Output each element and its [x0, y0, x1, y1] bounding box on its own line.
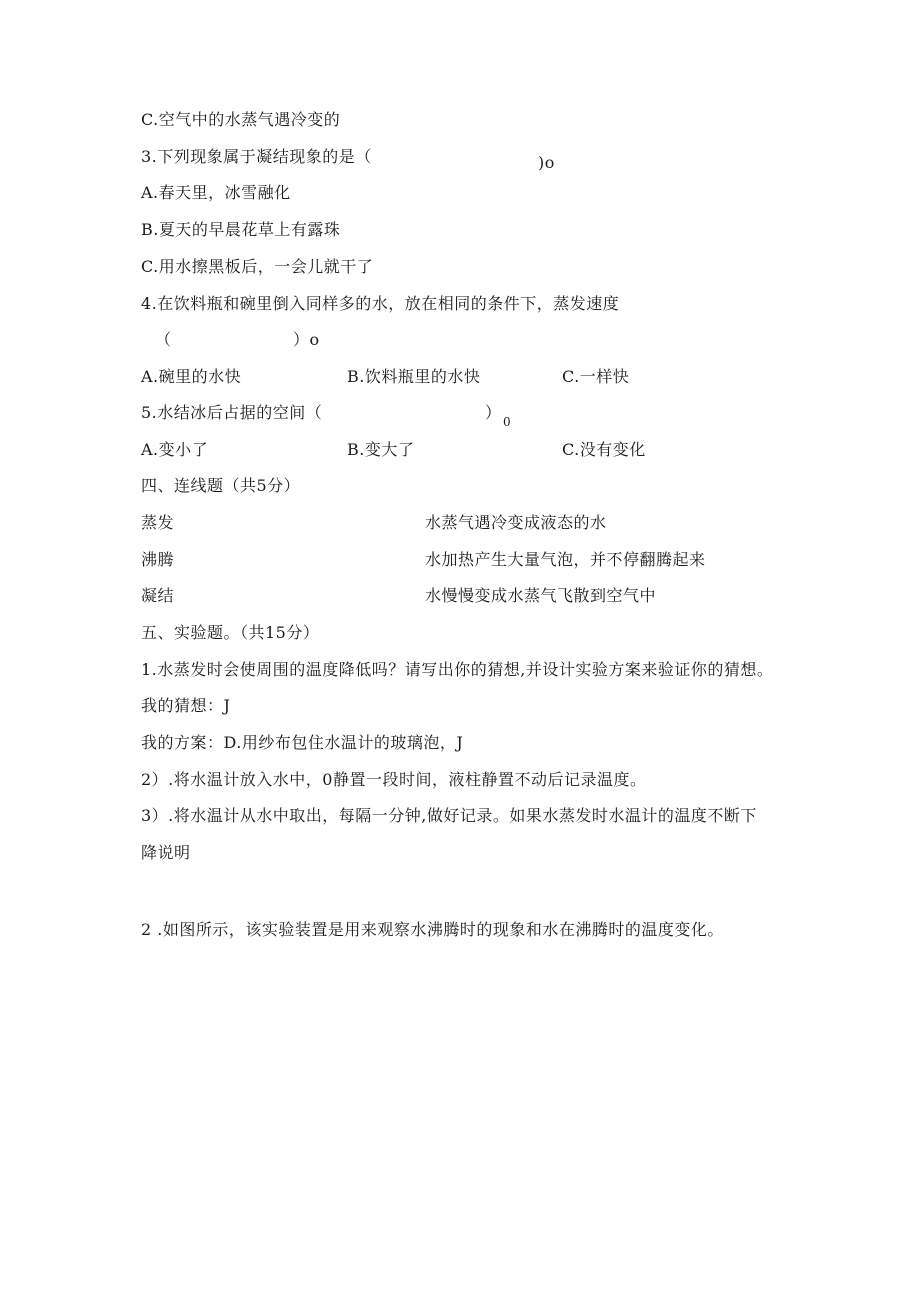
q2-option-c: C.空气中的水蒸气遇冷变的: [141, 110, 341, 129]
q4-option-c: C.一样快: [562, 367, 630, 386]
q4-option-a: A.碗里的水快: [141, 367, 242, 386]
q4-option-b: B.饮料瓶里的水快: [347, 367, 481, 386]
q5-option-a: A.变小了: [141, 440, 209, 459]
q4-stem: 4.在饮料瓶和碗里倒入同样多的水，放在相同的条件下，蒸发速度: [141, 294, 620, 313]
match-right-item: 水慢慢变成水蒸气飞散到空气中: [425, 586, 657, 605]
q3-blank-end: )o: [538, 153, 555, 172]
q3-option-c: C.用水擦黑板后，一会儿就干了: [141, 257, 374, 276]
q4-blank-open: （: [155, 330, 172, 349]
q5-stem: 5.水结冰后占据的空间（: [141, 403, 323, 422]
q3-option-b: B.夏天的早晨花草上有露珠: [141, 220, 341, 239]
q3-stem: 3.下列现象属于凝结现象的是（: [141, 147, 372, 166]
section5-heading: 五、实验题。（共15分）: [141, 623, 320, 642]
section5-step3: 3）.将水温计从水中取出，每隔一分钟,做好记录。如果水蒸发时水温计的温度不断下: [141, 806, 757, 825]
match-right-item: 水加热产生大量气泡，并不停翻腾起来: [425, 550, 706, 569]
q4-blank-close: ）o: [293, 330, 320, 349]
q5-option-c: C.没有变化: [562, 440, 646, 459]
match-right-item: 水蒸气遇冷变成液态的水: [425, 513, 607, 532]
section5-plan: 我的方案：D.用纱布包住水温计的玻璃泡，J: [141, 733, 464, 752]
section4-heading: 四、连线题（共5分）: [141, 476, 301, 495]
q5-option-b: B.变大了: [347, 440, 415, 459]
match-left-item: 沸腾: [141, 550, 175, 569]
match-left-item: 蒸发: [141, 513, 175, 532]
section5-q2-stem: 2 .如图所示，该实验装置是用来观察水沸腾时的现象和水在沸腾时的温度变化。: [141, 920, 724, 939]
section5-q1-stem: 1.水蒸发时会使周围的温度降低吗？请写出你的猜想,并设计实验方案来验证你的猜想。: [141, 660, 774, 679]
q3-option-a: A.春天里，冰雪融化: [141, 183, 291, 202]
section5-step2: 2）.将水温计放入水中，0静置一段时间，液柱静置不动后记录温度。: [141, 770, 647, 789]
match-left-item: 凝结: [141, 586, 175, 605]
section5-guess: 我的猜想：J: [141, 696, 231, 715]
q5-blank-close: ）: [485, 403, 502, 422]
section5-step3-cont: 降说明: [141, 843, 191, 862]
q5-blank-mark: 0: [503, 415, 512, 429]
